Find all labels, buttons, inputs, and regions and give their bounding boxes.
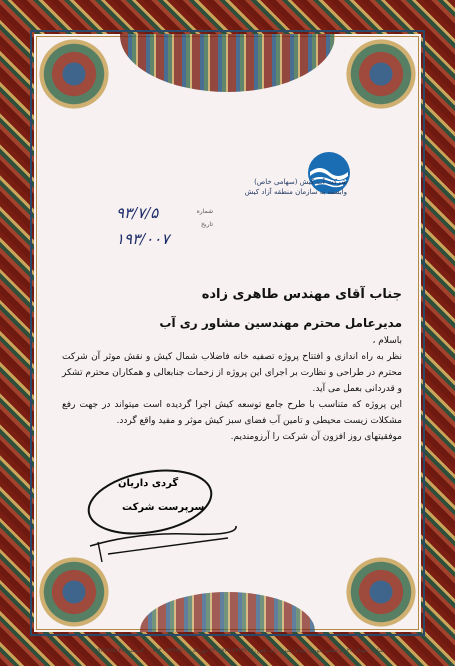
- signature-block: [78, 462, 238, 572]
- greeting: باسلام ،: [372, 336, 402, 346]
- company-affiliation: وابسته به سازمان منطقه آزاد کیش: [244, 188, 347, 196]
- signatory-title: سرپرست شرکت: [122, 502, 205, 513]
- reference-labels: [183, 205, 213, 231]
- reference-number: ۹۳/۷/۵: [116, 204, 159, 222]
- reference-date: ۱۹۳/۰۰۷: [116, 230, 170, 248]
- footer-address: نشانی: میدان ۲۴ الرحمانی خوش، میدان پلیس راه، تلفن: ۴۴۲۳۷۲۲-۴۴۲۳۷۴۷ دورنگار: ۴۴۲۳۸۰۰ - ۰۷۶۴ - کدپستی ۷۹۴۱۶۶۸۱۳۷: [94, 648, 386, 654]
- signatory-name: گردی داریان: [118, 478, 179, 489]
- addressee-title: مدیرعامل محترم مهندسین مشاور ری آب: [159, 316, 402, 330]
- paragraph-2: این پروژه که متناسب با طرح جامع توسعه کیش اجرا گردیده است میتواند در جهت رفع مشکلات زیست محیطی و تامین آب فضای سبز کیش موثر و مفید واقع گردد.: [62, 400, 402, 426]
- date-label: تاریخ: [201, 221, 213, 228]
- number-label: شماره: [196, 208, 213, 215]
- paragraph-1: نظر به راه اندازی و افتتاح پروژه تصفیه خانه فاضلاب شمال کیش و نقش موثر آن شرکت محترم در طراحی و نظارت بر اجرای این پروژه از زحمات جنابعالی و همکاران محترم تشکر و قدردانی بعمل می آید.: [62, 352, 402, 394]
- letter-body: [62, 287, 402, 445]
- paragraph-3: موفقیتهای روز افزون آن شرکت را آرزومندیم.: [230, 432, 402, 442]
- addressee-name: جناب آقای مهندس طاهری زاده: [201, 287, 402, 302]
- company-name: شرکت آب کیش (سهامی خاص): [254, 178, 347, 186]
- company-name-block: [245, 177, 347, 197]
